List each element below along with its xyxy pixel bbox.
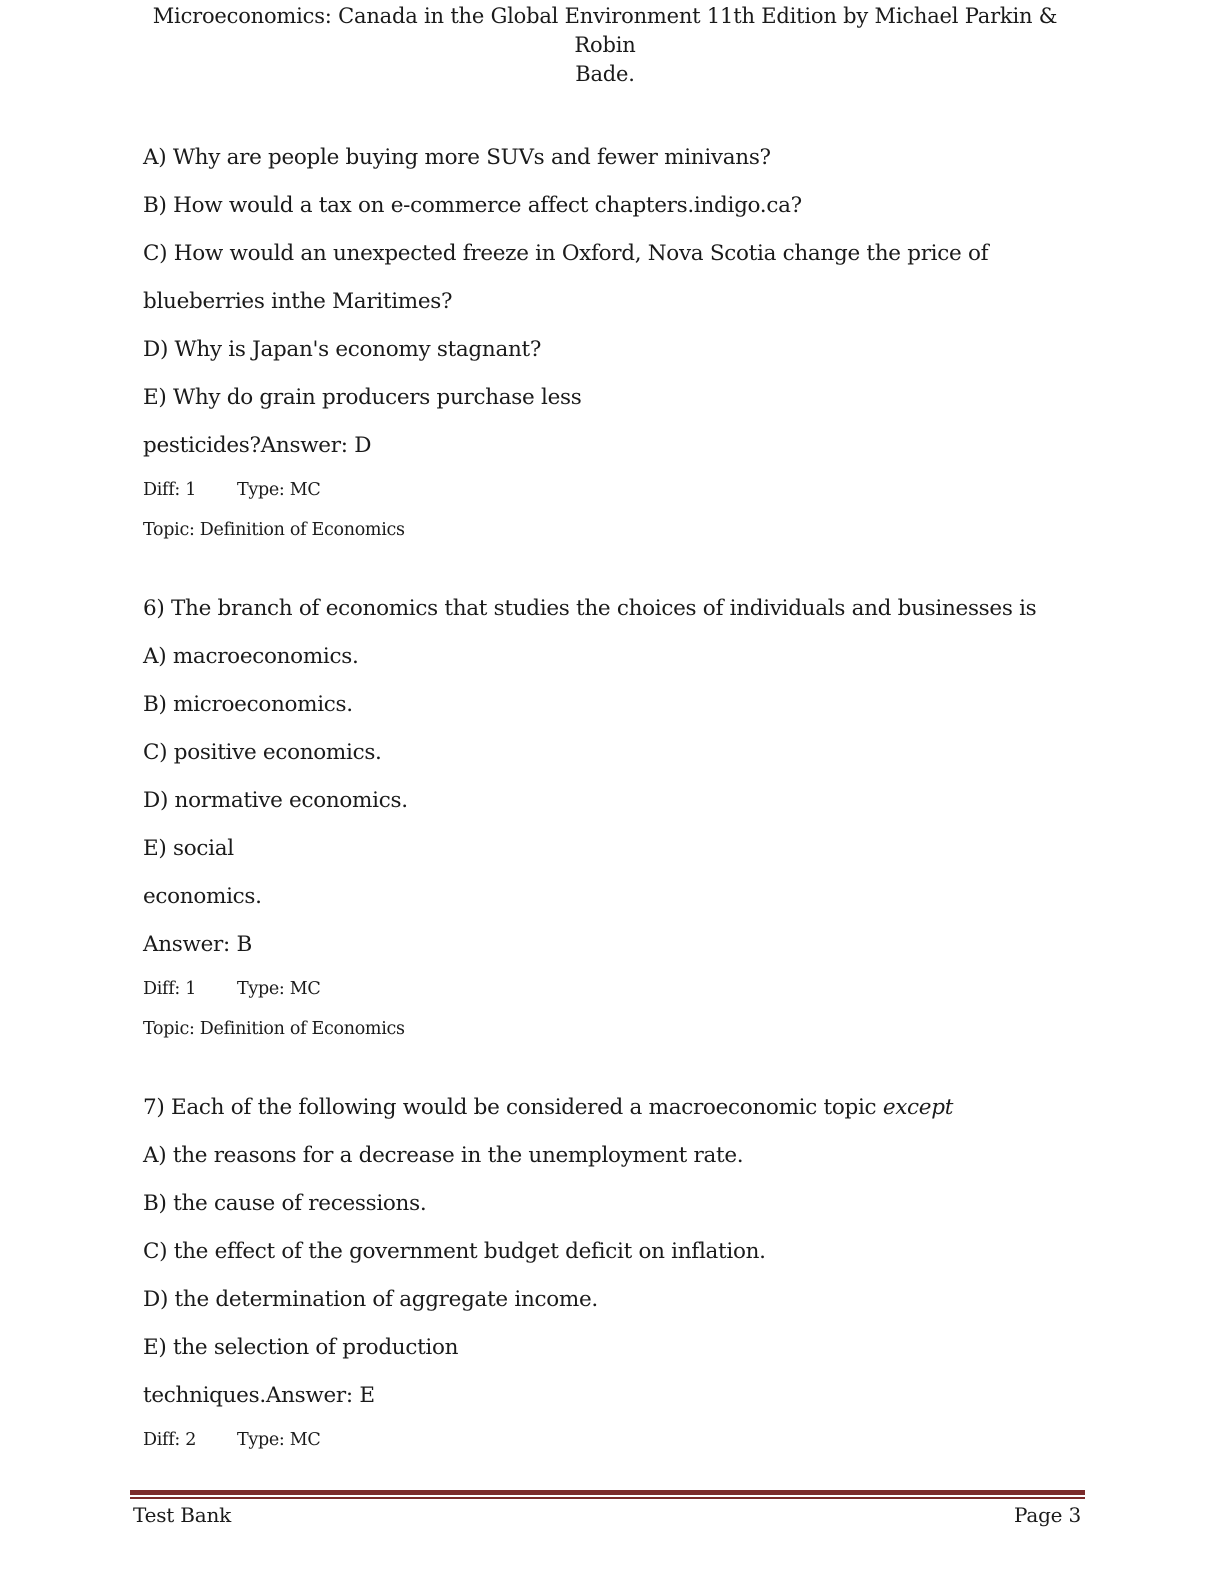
question-7-block <box>143 1084 1093 1460</box>
footer-rule-thin <box>130 1497 1085 1499</box>
question-spacer <box>143 550 1093 585</box>
q6-type: Type: MC <box>237 979 321 999</box>
q5-type: Type: MC <box>237 480 321 500</box>
q7-meta <box>143 1420 1093 1460</box>
q6-meta <box>143 969 1093 1009</box>
header-title-line-1: Microeconomics: Canada in the Global Environment 11th Edition by Michael Parkin & Robin <box>152 4 1058 57</box>
page-number: Page 3 <box>1013 1503 1081 1527</box>
q5-option-e-answer: pesticides?Answer: D <box>143 433 372 458</box>
header-title-line-2: Bade. <box>575 62 635 86</box>
q6-option-a: A) macroeconomics. <box>143 644 359 669</box>
q7-question-emphasis: except <box>882 1095 954 1120</box>
q5-difficulty: Diff: 1 <box>143 480 197 500</box>
q6-option-c: C) positive economics. <box>143 740 382 765</box>
q5-option-a: A) Why are people buying more SUVs and fewer minivans? <box>143 145 771 170</box>
q7-option-b: B) the cause of recessions. <box>143 1191 427 1216</box>
question-6-block <box>143 585 1093 1049</box>
footer-label: Test Bank <box>133 1503 232 1527</box>
q5-option-e: E) Why do grain producers purchase less <box>143 385 582 410</box>
q6-option-d: D) normative economics. <box>143 788 408 813</box>
page-header <box>130 2 1080 89</box>
page-body <box>143 134 1093 1460</box>
footer-rule-thick <box>130 1490 1085 1495</box>
q6-option-e: E) social <box>143 836 234 861</box>
q5-option-c-continued: blueberries inthe Maritimes? <box>143 289 453 314</box>
q7-option-d: D) the determination of aggregate income. <box>143 1287 598 1312</box>
q6-option-b: B) microeconomics. <box>143 692 353 717</box>
q6-question: 6) The branch of economics that studies the choices of individuals and businesses is <box>143 596 1037 621</box>
question-spacer <box>143 1049 1093 1084</box>
question-5-block <box>143 134 1093 550</box>
q7-difficulty: Diff: 2 <box>143 1430 197 1450</box>
q6-option-e-continued: economics. <box>143 884 262 909</box>
q7-type: Type: MC <box>237 1430 321 1450</box>
q7-option-a: A) the reasons for a decrease in the unemployment rate. <box>143 1143 744 1168</box>
q7-question <box>143 1084 1093 1132</box>
q5-option-d: D) Why is Japan's economy stagnant? <box>143 337 542 362</box>
q7-option-e-answer: techniques.Answer: E <box>143 1383 375 1408</box>
q5-option-b: B) How would a tax on e-commerce affect chapters.indigo.ca? <box>143 193 802 218</box>
q5-option-c: C) How would an unexpected freeze in Oxford, Nova Scotia change the price of <box>143 241 989 266</box>
q7-question-text: 7) Each of the following would be considered a macroeconomic topic <box>143 1095 883 1120</box>
q7-option-e: E) the selection of production <box>143 1335 459 1360</box>
q5-meta <box>143 470 1093 510</box>
q6-topic: Topic: Definition of Economics <box>143 1019 405 1039</box>
q5-topic: Topic: Definition of Economics <box>143 520 405 540</box>
q6-difficulty: Diff: 1 <box>143 979 197 999</box>
q7-option-c: C) the effect of the government budget deficit on inflation. <box>143 1239 766 1264</box>
q6-answer: Answer: B <box>143 932 252 957</box>
